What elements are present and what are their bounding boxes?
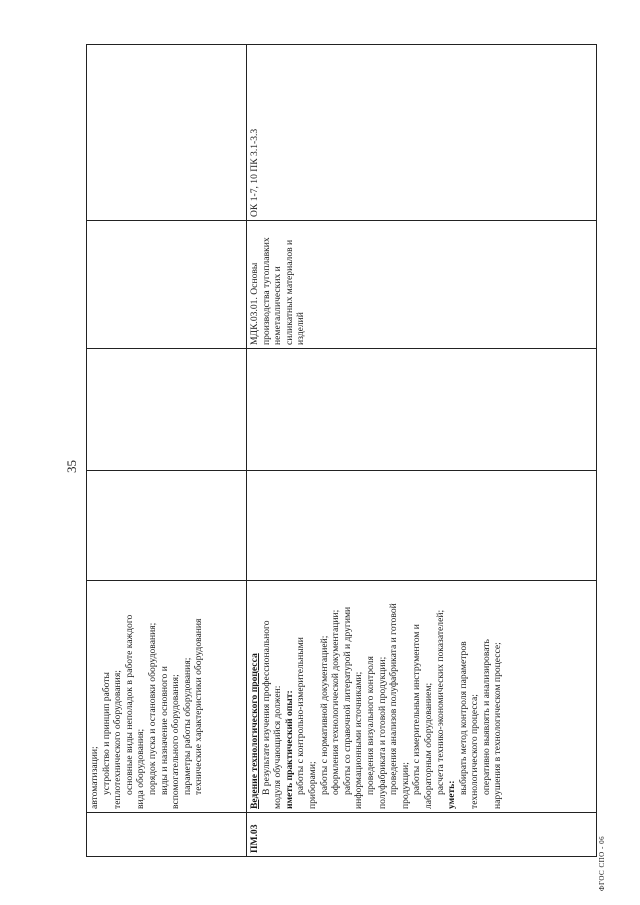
content-line: модуля обучающийся должен: xyxy=(272,685,284,809)
content-line: Ведение технологического процесса xyxy=(249,653,260,809)
empty-cell xyxy=(87,471,247,581)
content-line: лабораторным оборудованием; xyxy=(422,682,434,809)
content-line: порядок пуска и остановки оборудования; xyxy=(146,622,158,795)
content-line: В результате изучения профессионального xyxy=(260,620,272,795)
content-line: уметь: xyxy=(446,780,458,809)
content-cell xyxy=(87,581,247,813)
content-line: вида оборудования; xyxy=(135,728,147,809)
empty-cell xyxy=(247,471,597,581)
content-line: оформления технологической документации; xyxy=(330,609,342,795)
table-row xyxy=(87,45,247,857)
content-lines xyxy=(249,584,504,809)
empty-cell xyxy=(87,45,247,221)
footer-code: ФГОС СПО - 06 xyxy=(598,835,606,891)
discipline-cell: МДК.03.01. Основы производства тугоплавких неметаллических и силикатных материалов и изделий xyxy=(247,221,597,349)
competencies-cell: ОК 1-7, 10 ПК 3.1-3.3 xyxy=(247,45,597,221)
content-line: нарушения в технологическом процессе; xyxy=(492,642,504,809)
content-line: работы с контрольно-измерительными xyxy=(295,637,307,795)
content-line: виды и назначение основного и xyxy=(158,666,170,795)
content-line: расчета технико-экономических показателей; xyxy=(434,609,446,795)
page-number: 35 xyxy=(64,460,79,473)
content-line: полуфабриката и готовой продукции; xyxy=(376,656,388,809)
content-line: автоматизации; xyxy=(89,746,100,809)
table-row xyxy=(247,45,597,857)
index-cell xyxy=(87,813,247,857)
module-code: ПМ.03 xyxy=(247,813,597,857)
content-line: проведения анализов полуфабриката и готовой xyxy=(388,603,400,795)
content-line: выбирать метод контроля параметров xyxy=(457,641,469,795)
empty-cell xyxy=(87,221,247,349)
content-line: параметры работы оборудования; xyxy=(181,657,193,795)
content-line: вспомогательного оборудования; xyxy=(170,674,182,809)
content-line: устройство и принцип работы xyxy=(100,672,112,795)
content-line: оперативно выявлять и анализировать xyxy=(480,639,492,795)
content-line: иметь практический опыт: xyxy=(283,690,295,809)
content-line: основные виды неполадок в работе каждого xyxy=(123,614,135,795)
content-line: информационными источниками; xyxy=(353,671,365,809)
content-line: проведения визуального контроля xyxy=(364,656,376,795)
empty-cell xyxy=(247,349,597,471)
content-line: работы с измерительным инструментом и xyxy=(411,624,423,795)
content-line: технологического процесса; xyxy=(469,694,481,809)
empty-cell xyxy=(87,349,247,471)
competency-table xyxy=(86,44,597,857)
content-line: приборами; xyxy=(306,761,318,809)
content-line: теплотехнического оборудования; xyxy=(112,670,124,809)
content-line: работы со справочной литературой и другими xyxy=(341,606,353,795)
content-line: продукции; xyxy=(399,762,411,809)
content-line: работы с нормативной документацией; xyxy=(318,635,330,795)
content-cell xyxy=(247,581,597,813)
content-line: технические характеристики оборудования xyxy=(193,618,205,795)
content-lines xyxy=(89,584,205,809)
